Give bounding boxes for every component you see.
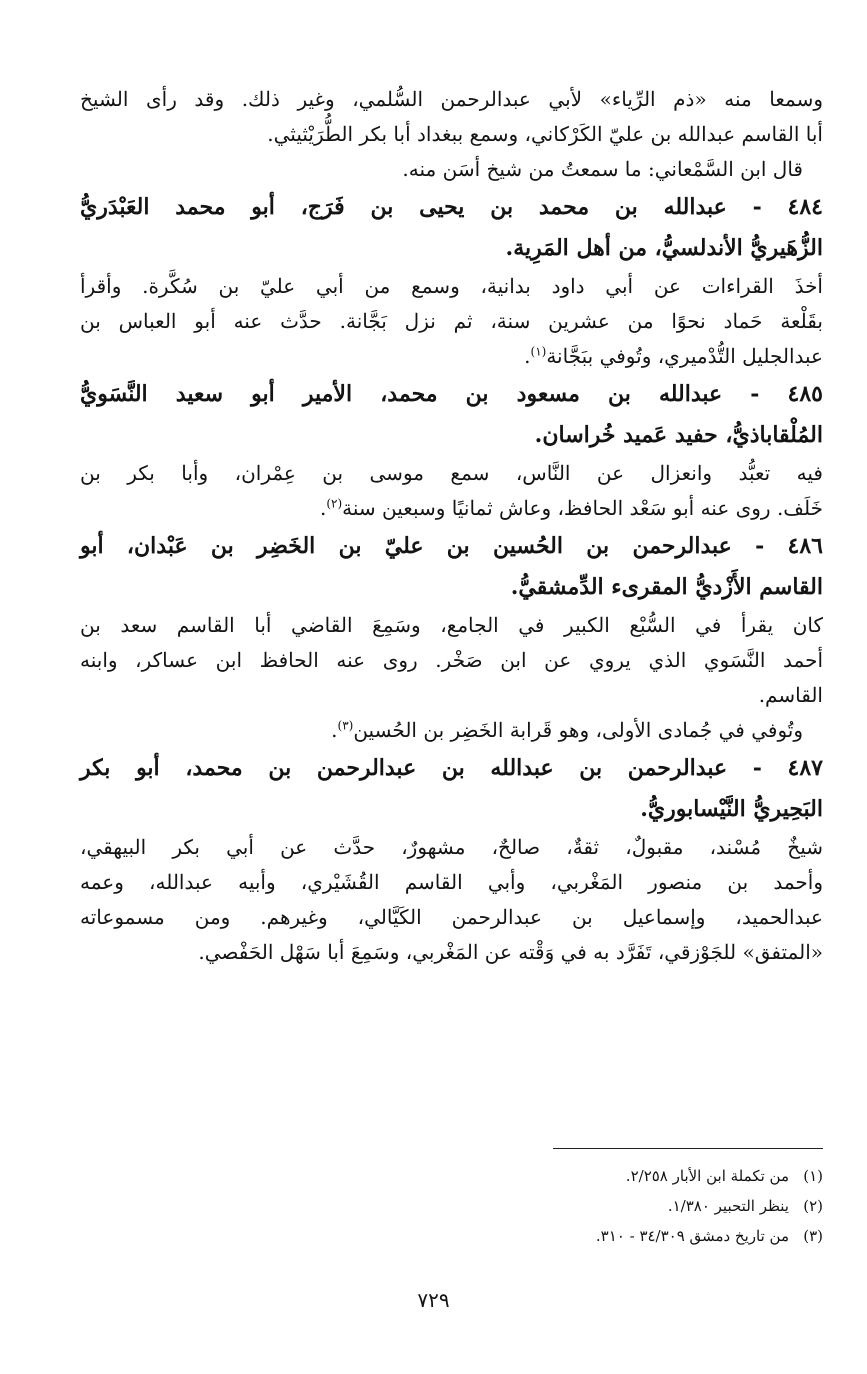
text-line-with-ref <box>80 339 823 374</box>
text-line: كان يقرأ في السُّبْع الكبير في الجامع، وسَمِعَ القاضي أبا القاسم سعد بن <box>80 613 823 637</box>
footnote-3 <box>323 1221 823 1251</box>
page-body <box>80 82 823 970</box>
text-line: «المتفق» للجَوْزقي، تَفَرَّد به في وَقْته عن المَغْربي، وسَمِعَ أبا سَهْل الحَفْصي. <box>198 940 823 964</box>
text-line-with-ref <box>80 491 823 526</box>
text-line: بقَلْعة حَماد نحوًا من عشرين سنة، ثم نزل بَجَّانة. حدَّث عنه أبو العباس بن <box>80 309 823 333</box>
footnote-1 <box>323 1161 823 1191</box>
text-line: أبا القاسم عبدالله بن عليّ الكَرْكاني، وسمع ببغداد أبا بكر الطُّرَيْثيثي. <box>267 122 823 146</box>
entry-heading-484-cont: الزُّهَيريُّ الأندلسيُّ، من أهل المَرِية. <box>505 235 823 261</box>
text-line: قال ابن السَّمْعاني: ما سمعتُ من شيخ أسَن منه. <box>402 157 803 181</box>
footnote-2 <box>323 1191 823 1221</box>
text-line: القاسم. <box>758 683 823 707</box>
text-span: . <box>331 718 338 742</box>
footnote-number: (١) <box>803 1167 823 1185</box>
footnote-text: ينظر التحبير ١/٣٨٠. <box>667 1197 789 1215</box>
text-line: وأحمد بن منصور المَغْربي، وأبي القاسم القُشَيْري، وأبيه عبدالله، وعمه <box>80 870 823 894</box>
footnote-text: من تكملة ابن الأبار ٢/٢٥٨. <box>625 1167 789 1185</box>
text-span: خَلَف. روى عنه أبو سَعْد الحافظ، وعاش ثمانيًا وسبعين سنة <box>342 496 823 520</box>
footnote-ref: (١) <box>530 344 547 359</box>
text-line: وسمعا منه «ذم الرِّياء» لأبي عبدالرحمن السُّلمي، وغير ذلك. وقد رأى الشيخ <box>80 87 823 111</box>
footnotes <box>323 1161 823 1251</box>
text-line: فيه تعبُّد وانعزال عن النَّاس، سمع موسى بن عِمْران، وأبا بكر بن <box>80 461 823 485</box>
entry-heading-486-cont: القاسم الأَزْديُّ المقرىء الدِّمشقيُّ. <box>510 574 823 600</box>
text-span: . <box>319 496 327 520</box>
text-line: شيخٌ مُسْند، مقبولٌ، ثقةٌ، صالحٌ، مشهورٌ، حدَّث عن أبي بكر البيهقي، <box>80 835 823 859</box>
page-number: ٧٢٩ <box>417 1288 450 1312</box>
entry-heading-487-cont: البَحِيريُّ النَّيْسابوريُّ. <box>640 796 823 822</box>
footnote-divider <box>553 1148 823 1149</box>
footnote-number: (٢) <box>803 1197 823 1215</box>
entry-heading-487: ٤٨٧ - عبدالرحمن بن عبدالله بن عبدالرحمن بن محمد، أبو بكر <box>80 755 823 781</box>
text-line: عبدالحميد، وإسماعيل بن عبدالرحمن الكَيَّالي، وغيرهم. ومن مسموعاته <box>80 905 823 929</box>
text-line-with-ref <box>80 713 823 748</box>
footnote-text: من تاريخ دمشق ٣٤/٣٠٩ - ٣١٠. <box>595 1227 789 1245</box>
text-line: أخذَ القراءات عن أبي داود بدانية، وسمع من أبي عليّ بن سُكَّرة. وأقرأ <box>80 274 823 298</box>
footnote-number: (٣) <box>803 1227 823 1245</box>
entry-heading-486: ٤٨٦ - عبدالرحمن بن الحُسين بن عليّ بن الخَضِر بن عَبْدان، أبو <box>80 533 823 559</box>
entry-heading-485-cont: المُلْقاباذيُّ، حفيد عَميد خُراسان. <box>534 422 823 448</box>
entry-heading-485: ٤٨٥ - عبدالله بن مسعود بن محمد، الأمير أبو سعيد النَّسَويُّ <box>80 381 823 407</box>
footnote-ref: (٣) <box>337 718 354 733</box>
text-line: أحمد النَّسَوي الذي يروي عن ابن صَخْر. روى عنه الحافظ ابن عساكر، وابنه <box>80 648 823 672</box>
text-span: عبدالجليل التُّدْميري، وتُوفي ببَجَّانة <box>546 344 823 368</box>
entry-heading-484: ٤٨٤ - عبدالله بن محمد بن يحيى بن فَرَج، أبو محمد العَبْدَريُّ <box>80 194 823 220</box>
text-span: وتُوفي في جُمادى الأولى، وهو قَرابة الخَضِر بن الحُسين <box>353 718 803 742</box>
text-span: . <box>524 344 531 368</box>
footnote-ref: (٢) <box>326 496 343 511</box>
